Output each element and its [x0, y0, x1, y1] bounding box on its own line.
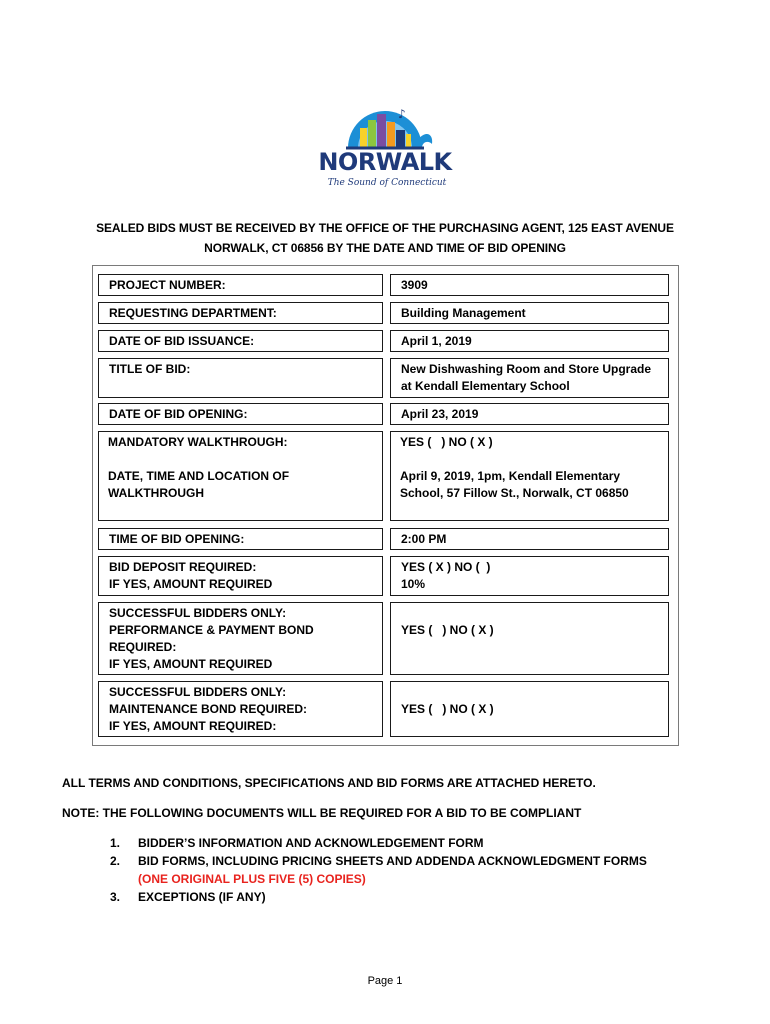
logo-tagline: The Sound of Connecticut — [327, 178, 447, 188]
label-walkthrough-details: DATE, TIME AND LOCATION OF WALKTHROUGH — [108, 469, 290, 500]
terms-statement: ALL TERMS AND CONDITIONS, SPECIFICATIONS AND BID FORMS ARE ATTACHED HERETO. — [62, 776, 596, 790]
label-performance-bond: SUCCESSFUL BIDDERS ONLY: PERFORMANCE & PAYMENT BOND REQUIRED: IF YES, AMOUNT REQUIRED — [98, 602, 383, 675]
compliance-note: NOTE: THE FOLLOWING DOCUMENTS WILL BE REQUIRED FOR A BID TO BE COMPLIANT — [62, 806, 582, 820]
page-number: Page 1 — [367, 975, 403, 987]
logo-wordmark: NORWALK — [318, 148, 452, 176]
label-mandatory-walkthrough: MANDATORY WALKTHROUGH: — [108, 435, 288, 449]
label-date-of-issuance: DATE OF BID ISSUANCE: — [98, 330, 383, 352]
label-time-of-opening: TIME OF BID OPENING: — [98, 528, 383, 550]
heading-line-1: SEALED BIDS MUST BE RECEIVED BY THE OFFICE OF THE PURCHASING AGENT, 125 EAST AVENUE — [96, 221, 674, 235]
value-bid-deposit: YES ( X ) NO ( ) 10% — [390, 556, 669, 596]
value-walkthrough-details: April 9, 2019, 1pm, Kendall Elementary School, 57 Fillow St., Norwalk, CT 06850 — [400, 469, 629, 500]
value-date-of-issuance: April 1, 2019 — [390, 330, 669, 352]
list-item: 1. BIDDER’S INFORMATION AND ACKNOWLEDGEMENT FORM — [110, 836, 484, 850]
value-time-of-opening: 2:00 PM — [390, 528, 669, 550]
value-mandatory-walkthrough: YES ( ) NO ( X ) — [400, 435, 493, 449]
bid-heading — [60, 218, 710, 258]
norwalk-logo — [310, 100, 460, 192]
value-maintenance-bond: YES ( ) NO ( X ) — [390, 681, 669, 737]
copies-requirement: (ONE ORIGINAL PLUS FIVE (5) COPIES) — [138, 872, 366, 886]
label-bid-deposit: BID DEPOSIT REQUIRED: IF YES, AMOUNT REQUIRED — [98, 556, 383, 596]
value-project-number: 3909 — [390, 274, 669, 296]
list-item: 3. EXCEPTIONS (IF ANY) — [110, 890, 266, 904]
value-performance-bond: YES ( ) NO ( X ) — [390, 602, 669, 675]
label-maintenance-bond: SUCCESSFUL BIDDERS ONLY: MAINTENANCE BOND REQUIRED: IF YES, AMOUNT REQUIRED: — [98, 681, 383, 737]
label-requesting-department: REQUESTING DEPARTMENT: — [98, 302, 383, 324]
value-requesting-department: Building Management — [390, 302, 669, 324]
svg-text:♪: ♪ — [398, 107, 406, 121]
label-project-number: PROJECT NUMBER: — [98, 274, 383, 296]
heading-line-2: NORWALK, CT 06856 BY THE DATE AND TIME OF BID OPENING — [204, 241, 566, 255]
required-documents-list — [110, 834, 680, 906]
label-date-of-opening: DATE OF BID OPENING: — [98, 403, 383, 425]
list-item: 2. BID FORMS, INCLUDING PRICING SHEETS AND ADDENDA ACKNOWLEDGMENT FORMS (ONE ORIGINAL PLUS FIVE (5) COPIES) — [110, 854, 647, 886]
value-date-of-opening: April 23, 2019 — [390, 403, 669, 425]
value-title-of-bid: New Dishwashing Room and Store Upgrade at Kendall Elementary School — [390, 358, 669, 398]
label-title-of-bid: TITLE OF BID: — [98, 358, 383, 398]
